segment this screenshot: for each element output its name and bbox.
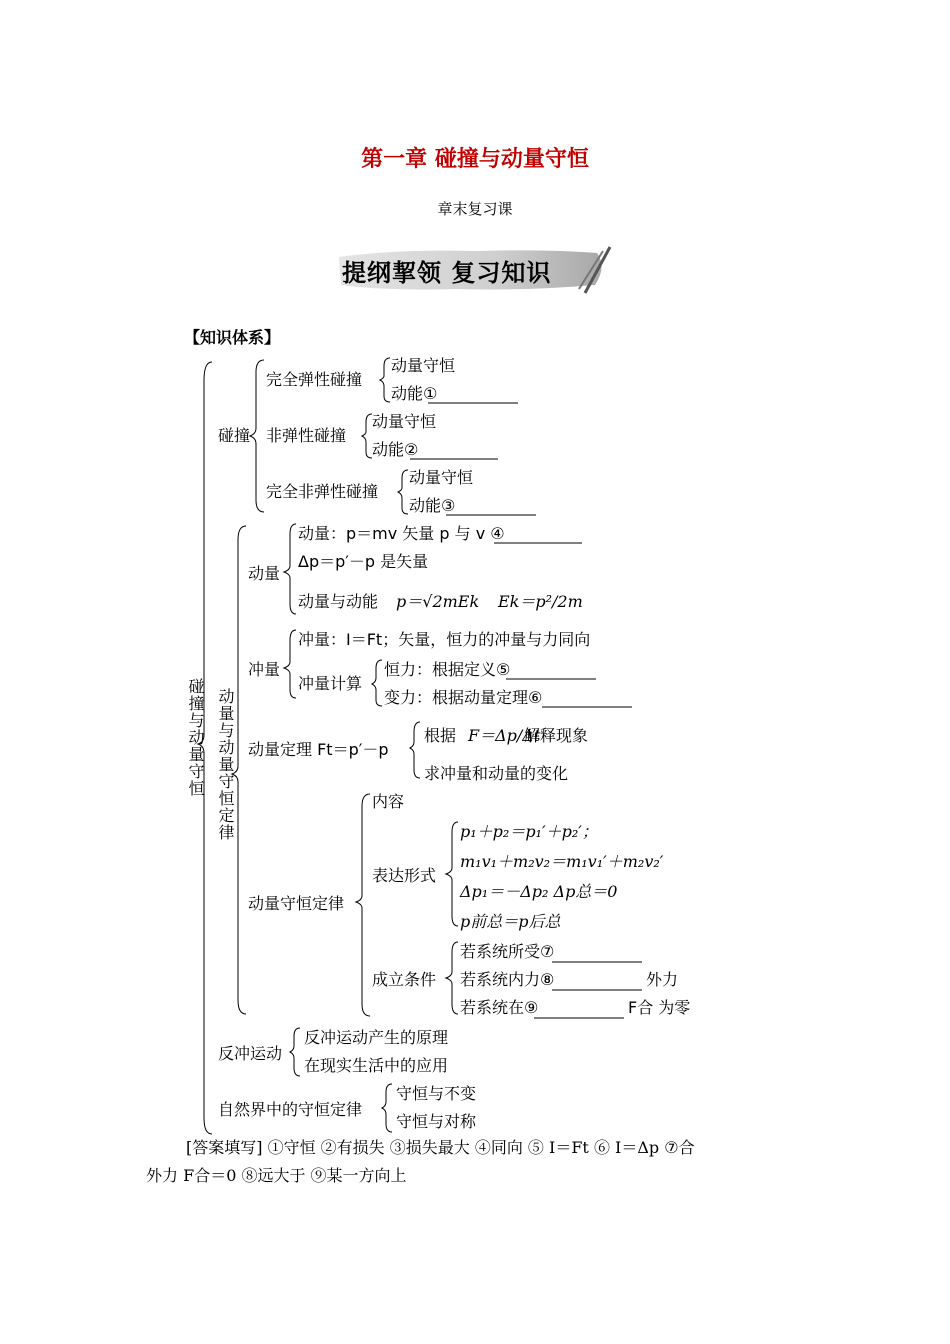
nature-item: 守恒与对称 (396, 1112, 477, 1131)
conservation-cond: 若系统内力⑧ (460, 970, 555, 989)
recoil-label: 反冲运动 (218, 1044, 283, 1063)
inelastic-item: 动量守恒 (372, 412, 437, 431)
momentum-label: 动量 (248, 564, 281, 583)
conservation-form: Δp₁＝－Δp₂ Δp总＝0 (460, 882, 618, 901)
theorem-item1-suffix: 解释现象 (524, 726, 589, 745)
conservation-cond: 若系统所受⑦ (460, 942, 555, 961)
perfect-inelastic-item: 动能③ (409, 496, 456, 515)
elastic-item: 动量守恒 (391, 356, 456, 375)
conservation-forms-label: 表达形式 (372, 866, 437, 885)
impulse-calc-item: 变力：根据动量定理⑥ (384, 688, 543, 707)
impulse-label: 冲量 (248, 660, 281, 679)
inelastic-item: 动能② (372, 440, 419, 459)
answers-line: 外力 F合＝0 ⑧远大于 ⑨某一方向上 (146, 1166, 407, 1185)
elastic-item: 动能① (391, 384, 438, 403)
tree-root: 碰撞与动量守恒 (186, 678, 205, 797)
inelastic-label: 非弹性碰撞 (266, 426, 347, 445)
conservation-form: m₁v₁＋m₂v₂＝m₁v₁′＋m₂v₂′ (460, 852, 664, 871)
recoil-item: 在现实生活中的应用 (304, 1056, 449, 1075)
law-label: 动量与动量守恒定律 (216, 688, 235, 841)
conservation-label: 动量守恒定律 (248, 894, 345, 913)
section-label: 【知识体系】 (184, 328, 281, 347)
answers-line: [答案填写] ①守恒 ②有损失 ③损失最大 ④同向 ⑤ I＝Ft ⑥ I＝Δp ⑦合 (186, 1138, 695, 1157)
conservation-form: p前总＝p后总 (460, 912, 561, 931)
conservation-cond3-suffix: F合 为零 (628, 998, 691, 1017)
momentum-def: 动量：p＝mv 矢量 p 与 v ④ (298, 524, 505, 543)
theorem-item2: 求冲量和动量的变化 (424, 764, 569, 783)
theorem-item1-prefix: 根据 (424, 726, 457, 745)
collision-label: 碰撞 (218, 426, 251, 445)
impulse-calc-label: 冲量计算 (298, 674, 363, 693)
perfect-inelastic-item: 动量守恒 (409, 468, 474, 487)
elastic-label: 完全弹性碰撞 (266, 370, 363, 389)
conservation-cond2-suffix: 外力 (646, 970, 679, 989)
theorem-label: 动量定理 Ft＝p′－p (248, 740, 389, 759)
theorem-item1-formula: F＝Δp/Δt (468, 726, 541, 745)
impulse-def: 冲量：I＝Ft；矢量，恒力的冲量与力同向 (298, 630, 591, 649)
impulse-calc-item: 恒力：根据定义⑤ (384, 660, 511, 679)
chapter-subtitle: 章末复习课 (437, 200, 513, 218)
nature-label: 自然界中的守恒定律 (218, 1100, 363, 1119)
conservation-form: p₁＋p₂＝p₁′＋p₂′； (460, 822, 598, 841)
banner-title: 提纲挈领 复习知识 (342, 259, 552, 287)
conservation-cond-label: 成立条件 (372, 970, 437, 989)
conservation-content: 内容 (372, 792, 405, 811)
nature-item: 守恒与不变 (396, 1084, 477, 1103)
perfect-inelastic-label: 完全非弹性碰撞 (266, 482, 379, 501)
momentum-delta: Δp＝p′－p 是矢量 (298, 552, 429, 571)
momentum-relation-e: Ek＝p²/2m (498, 592, 583, 611)
momentum-relation-label: 动量与动能 (298, 592, 379, 611)
conservation-cond: 若系统在⑨ (460, 998, 539, 1017)
recoil-item: 反冲运动产生的原理 (304, 1028, 449, 1047)
momentum-relation-p: p＝√2mEk (396, 592, 480, 611)
chapter-title: 第一章 碰撞与动量守恒 (361, 146, 589, 172)
